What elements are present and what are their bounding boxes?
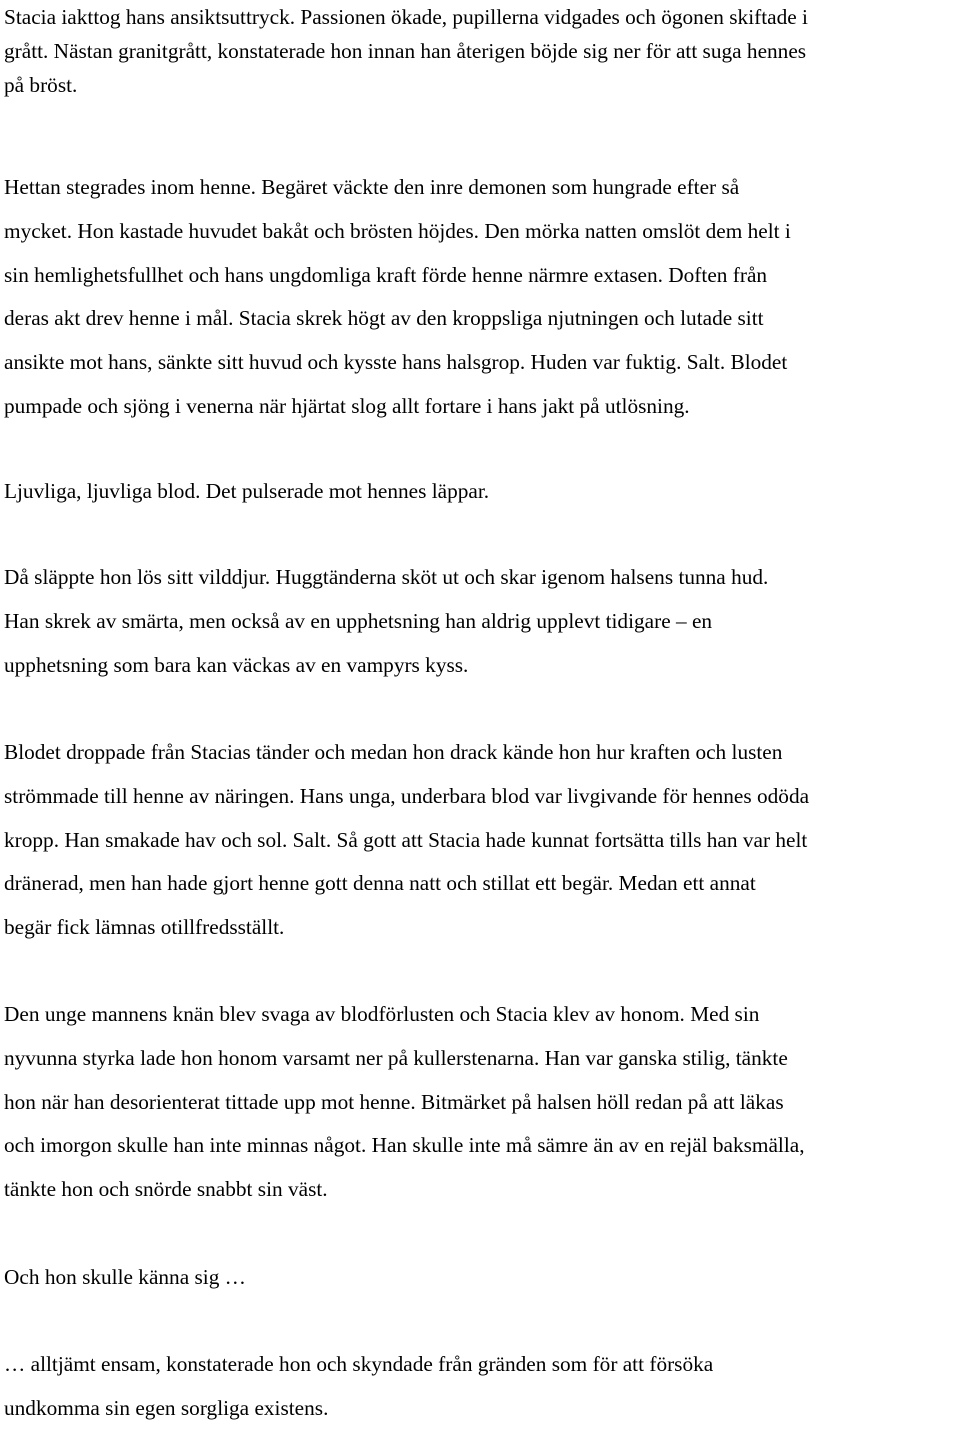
text-line: undkomma sin egen sorgliga existens. [4,1395,329,1420]
text-line: Och hon skulle känna sig … [4,1265,246,1289]
text-line: nyvunna styrka lade hon honom varsamt ner på kullerstenarna. Han var ganska stilig, tänkte [4,1045,788,1070]
paragraph [4,0,960,102]
text-line: hon när han desorienterat tittade upp mot henne. Bitmärket på halsen höll redan på att läkas [4,1089,784,1114]
text-line: pumpade och sjöng i venerna när hjärtat slog allt fortare i hans jakt på utlösning. [4,393,690,418]
text-line: och imorgon skulle han inte minnas något. Han skulle inte må sämre än av en rejäl baksmälla, [4,1133,805,1158]
text-line: Stacia iakttog hans ansiktsuttryck. Passionen ökade, pupillerna vidgades och ögonen skiftade i [4,5,808,29]
paragraph [4,993,960,1212]
text-line: … alltjämt ensam, konstaterade hon och skyndade från gränden som för att försöka [4,1352,714,1376]
text-line: strömmade till henne av näringen. Hans unga, underbara blod var livgivande för hennes odöda [4,783,810,808]
text-line: grått. Nästan granitgrått, konstaterade hon innan han återigen böjde sig ner för att suga hennes [4,39,807,63]
text-line: dränerad, men han hade gjort henne gott denna natt och stillat ett begär. Medan ett annat [4,871,756,896]
text-line: ansikte mot hans, sänkte sitt huvud och kysste hans halsgrop. Huden var fuktig. Salt. Blodet [4,350,788,375]
text-line: Ljuvliga, ljuvliga blod. Det pulserade mot hennes läppar. [4,479,490,503]
paragraph [4,731,960,950]
paragraph [4,166,960,429]
text-line: kropp. Han smakade hav och sol. Salt. Så gott att Stacia hade kunnat fortsätta tills han var helt [4,827,808,852]
text-line: mycket. Hon kastade huvudet bakåt och brösten höjdes. Den mörka natten omslöt dem helt i [4,218,791,243]
text-line: Han skrek av smärta, men också av en upphetsning han aldrig upplevt tidigare – en [4,608,713,633]
text-line: upphetsning som bara kan väckas av en vampyrs kyss. [4,652,469,677]
text-line: Då släppte hon lös sitt vilddjur. Huggtänderna sköt ut och skar igenom halsens tunna hud. [4,565,769,589]
text-line: tänkte hon och snörde snabbt sin väst. [4,1177,328,1202]
text-line: deras akt drev henne i mål. Stacia skrek högt av den kroppsliga njutningen och lutade sitt [4,306,764,331]
paragraph [4,1343,960,1431]
text-line: på bröst. [4,73,78,97]
text-line: Blodet droppade från Stacias tänder och medan hon drack kände hon hur kraften och lusten [4,740,783,764]
text-line: sin hemlighetsfullhet och hans ungdomliga kraft förde henne närmre extasen. Doften från [4,262,768,287]
text-line: Den unge mannens knän blev svaga av blodförlusten och Stacia klev av honom. Med sin [4,1002,760,1026]
paragraph [4,1256,960,1300]
paragraph [4,470,960,514]
text-line: begär fick lämnas otillfredsställt. [4,915,285,940]
paragraph [4,556,960,687]
text-line: Hettan stegrades inom henne. Begäret väckte den inre demonen som hungrade efter så [4,175,740,199]
